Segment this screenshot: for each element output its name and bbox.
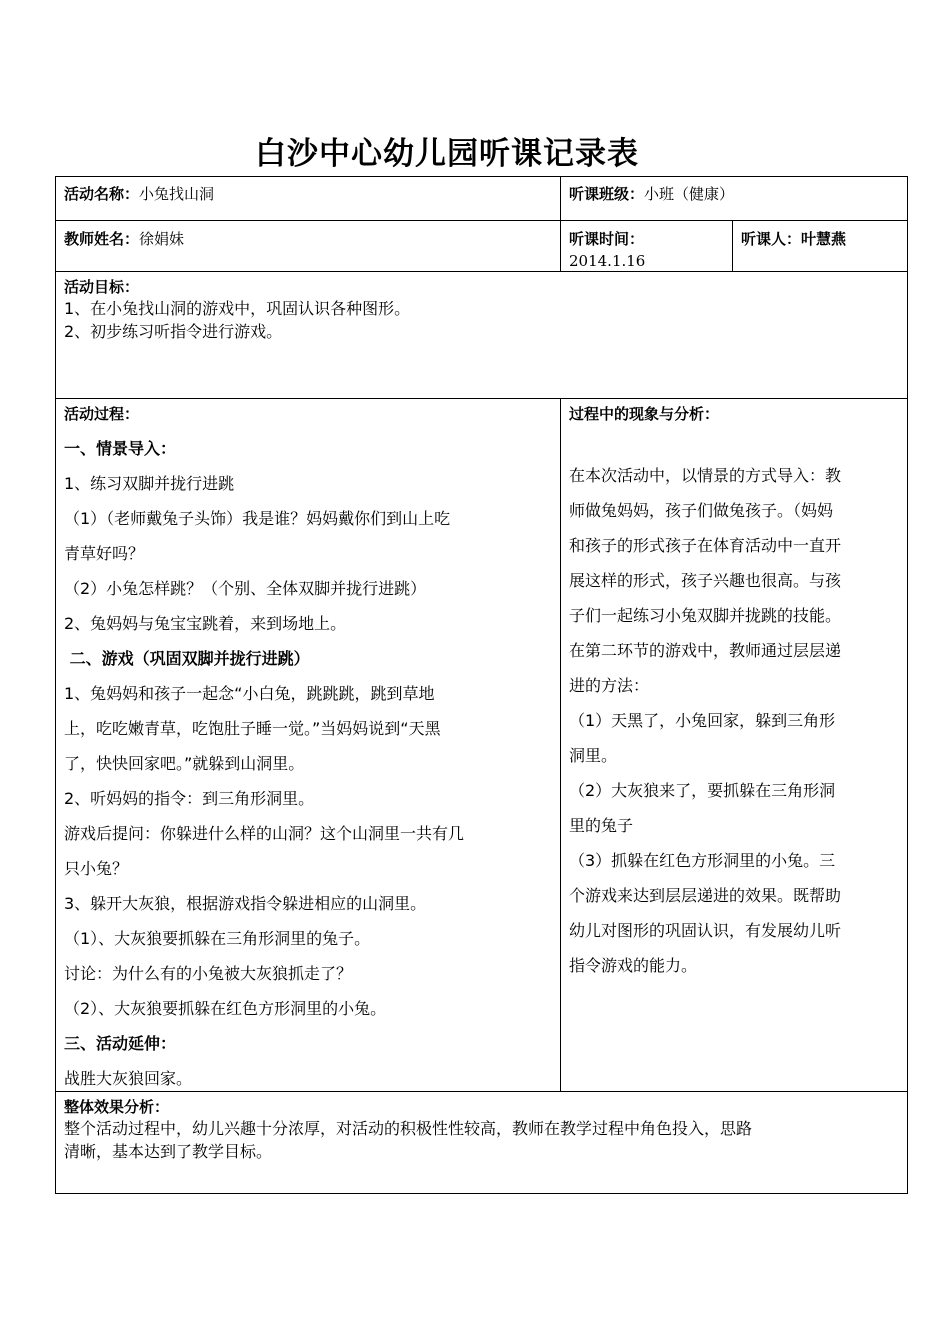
activity-name-value: 小兔找山洞 [139, 185, 215, 203]
process-line: 三、活动延伸： [64, 1034, 177, 1053]
analysis-line: 在本次活动中，以情景的方式导入：教 [569, 466, 842, 485]
analysis-line: 洞里。 [569, 746, 618, 765]
process-cell [64, 403, 558, 1096]
analysis-line: 展这样的形式，孩子兴趣也很高。与孩 [569, 571, 842, 590]
analysis-line: 指令游戏的能力。 [569, 956, 698, 975]
row-divider [56, 398, 907, 399]
row-divider [56, 220, 907, 221]
activity-name-cell [64, 183, 554, 204]
process-line: （1）（老师戴兔子头饰）我是谁？妈妈戴你们到山上吃 [64, 509, 451, 528]
process-line: 上，吃吃嫩青草，吃饱肚子睡一觉。”当妈妈说到“天黑 [64, 719, 441, 738]
goal-item: 1、在小兔找山洞的游戏中，巩固认识各种图形。 [64, 299, 411, 318]
analysis-label: 过程中的现象与分析： [569, 405, 720, 423]
goal-item: 2、初步练习听指令进行游戏。 [64, 322, 283, 341]
overall-label: 整体效果分析： [64, 1098, 170, 1116]
teacher-label: 教师姓名： [64, 230, 140, 248]
process-line: 只小兔？ [64, 859, 129, 878]
process-label: 活动过程： [64, 405, 140, 423]
overall-cell [64, 1097, 902, 1163]
process-line: 青草好吗？ [64, 544, 145, 563]
activity-name-label: 活动名称： [64, 185, 140, 203]
process-line: 1、兔妈妈和孩子一起念“小白兔，跳跳跳，跳到草地 [64, 684, 435, 703]
column-divider [732, 220, 733, 271]
record-table [55, 176, 908, 1194]
process-line: 游戏后提问：你躲进什么样的山洞？这个山洞里一共有几 [64, 824, 465, 843]
goals-cell [64, 277, 899, 343]
process-line: 1、练习双脚并拢行进跳 [64, 474, 235, 493]
analysis-line: 个游戏来达到层层递进的效果。既帮助 [569, 886, 842, 905]
process-line: 讨论：为什么有的小兔被大灰狼抓走了？ [64, 964, 353, 983]
process-line: （1）、大灰狼要抓躲在三角形洞里的兔子。 [64, 929, 371, 948]
teacher-value: 徐娟妹 [139, 230, 185, 248]
process-line: （2）、大灰狼要抓躲在红色方形洞里的小兔。 [64, 999, 387, 1018]
process-line: 二、游戏（巩固双脚并拢行进跳） [64, 649, 310, 668]
analysis-line: 进的方法： [569, 676, 650, 695]
overall-line: 整个活动过程中，幼儿兴趣十分浓厚，对活动的积极性性较高，教师在教学过程中角色投入，思路 [64, 1119, 753, 1138]
process-line: （2）小兔怎样跳？（个别、全体双脚并拢行进跳） [64, 579, 427, 598]
analysis-line: 幼儿对图形的巩固认识，有发展幼儿听 [569, 921, 842, 940]
column-divider [560, 398, 561, 1091]
process-line: 战胜大灰狼回家。 [64, 1069, 193, 1088]
class-value: 小班（健康） [644, 185, 735, 203]
page-title: 白沙中心幼儿园听课记录表 [255, 136, 639, 172]
teacher-cell [64, 228, 554, 249]
process-line: 2、听妈妈的指令：到三角形洞里。 [64, 789, 315, 808]
process-line: 一、情景导入： [64, 439, 177, 458]
class-label: 听课班级： [569, 185, 645, 203]
time-cell [569, 228, 729, 272]
analysis-line: 师做兔妈妈，孩子们做兔孩子。（妈妈 [569, 501, 834, 520]
listener-cell [741, 228, 901, 249]
time-value: 2014.1.16 [569, 252, 646, 270]
process-line: 了，快快回家吧。”就躲到山洞里。 [64, 754, 305, 773]
process-line: 3、躲开大灰狼，根据游戏指令躲进相应的山洞里。 [64, 894, 427, 913]
process-line: 2、兔妈妈与兔宝宝跳着，来到场地上。 [64, 614, 347, 633]
analysis-line: （1）天黑了，小兔回家，躲到三角形 [569, 711, 836, 730]
time-label: 听课时间： [569, 230, 645, 248]
listener-label: 听课人：叶慧燕 [741, 230, 847, 248]
analysis-line: （2）大灰狼来了，要抓躲在三角形洞 [569, 781, 836, 800]
class-cell [569, 183, 899, 204]
analysis-line: 和孩子的形式孩子在体育活动中一直开 [569, 536, 842, 555]
analysis-line: 在第二环节的游戏中，教师通过层层递 [569, 641, 842, 660]
goals-label: 活动目标： [64, 278, 140, 296]
row-divider [56, 271, 907, 272]
column-divider [560, 177, 561, 271]
analysis-line: 里的兔子 [569, 816, 634, 835]
analysis-line: 子们一起练习小兔双脚并拢跳的技能。 [569, 606, 842, 625]
overall-line: 清晰，基本达到了教学目标。 [64, 1142, 273, 1161]
analysis-line: （3）抓躲在红色方形洞里的小兔。三 [569, 851, 836, 870]
analysis-cell [569, 403, 905, 983]
